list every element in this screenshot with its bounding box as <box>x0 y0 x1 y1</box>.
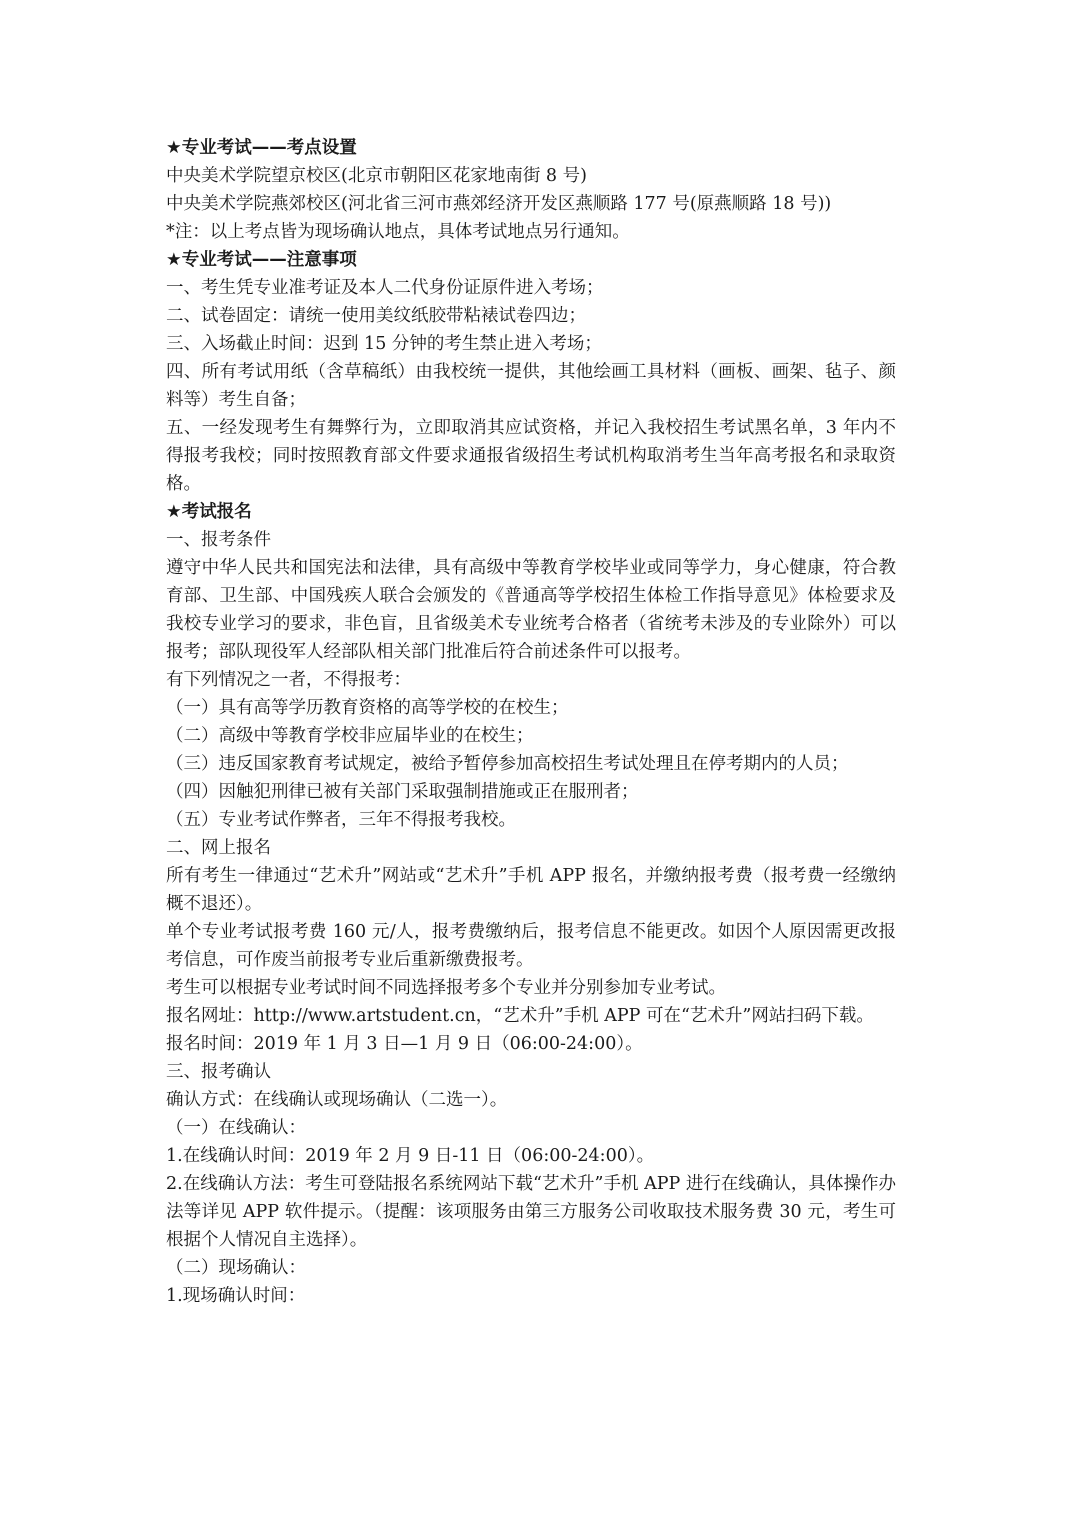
paragraph: 五、一经发现考生有舞弊行为，立即取消其应试资格，并记入我校招生考试黑名单，3 年内不得报考我校；同时按照教育部文件要求通报省级招生考试机构取消考生当年高考报名和录取资格。 <box>166 418 896 494</box>
paragraph: 考生可以根据专业考试时间不同选择报考多个专业并分别参加专业考试。 <box>166 978 726 998</box>
paragraph: 一、考生凭专业准考证及本人二代身份证原件进入考场； <box>166 278 604 298</box>
paragraph: 中央美术学院望京校区(北京市朝阳区花家地南街 8 号) <box>166 166 587 186</box>
paragraph: 中央美术学院燕郊校区(河北省三河市燕郊经济开发区燕顺路 177 号(原燕顺路 18 号)) <box>166 194 832 214</box>
paragraph: （二）高级中等教育学校非应届毕业的在校生； <box>166 726 534 746</box>
section-heading-registration: ★考试报名 <box>166 502 252 522</box>
paragraph: 四、所有考试用纸（含草稿纸）由我校统一提供，其他绘画工具材料（画板、画架、毡子、颜料等）考生自备； <box>166 362 896 410</box>
paragraph: 遵守中华人民共和国宪法和法律，具有高级中等教育学校毕业或同等学力，身心健康，符合教育部、卫生部、中国残疾人联合会颁发的《普通高等学校招生体检工作指导意见》体检要求及我校专业学习的要求，非色盲，且省级美术专业统考合格者（省统考未涉及的专业除外）可以报考；部队现役军人经部队相关部门批准后符合前述条件可以报考。 <box>166 558 896 662</box>
paragraph: （四）因触犯刑律已被有关部门采取强制措施或正在服刑者； <box>166 782 639 802</box>
paragraph: 单个专业考试报考费 160 元/人，报考费缴纳后，报考信息不能更改。如因个人原因需更改报考信息，可作废当前报考专业后重新缴费报考。 <box>166 922 896 970</box>
paragraph: 二、网上报名 <box>166 838 271 858</box>
paragraph: 报名时间：2019 年 1 月 3 日—1 月 9 日（06:00-24:00）。 <box>166 1034 643 1054</box>
paragraph: 三、入场截止时间：迟到 15 分钟的考生禁止进入考场； <box>166 334 602 354</box>
paragraph: 所有考生一律通过“艺术升”网站或“艺术升”手机 APP 报名，并缴纳报考费（报考费一经缴纳概不退还）。 <box>166 866 896 914</box>
document-page <box>166 134 896 1310</box>
paragraph: 1.在线确认时间：2019 年 2 月 9 日-11 日（06:00-24:00）。 <box>166 1146 655 1166</box>
paragraph: （三）违反国家教育考试规定，被给予暂停参加高校招生考试处理且在停考期内的人员； <box>166 754 849 774</box>
paragraph: 1.现场确认时间： <box>166 1286 306 1306</box>
paragraph: 二、试卷固定：请统一使用美纹纸胶带粘裱试卷四边； <box>166 306 586 326</box>
paragraph: 确认方式：在线确认或现场确认（二选一）。 <box>166 1090 508 1110</box>
section-heading-exam-notes: ★专业考试——注意事项 <box>166 250 357 270</box>
paragraph: （五）专业考试作弊者，三年不得报考我校。 <box>166 810 516 830</box>
paragraph: 一、报考条件 <box>166 530 271 550</box>
paragraph: *注：以上考点皆为现场确认地点，具体考试地点另行通知。 <box>166 222 630 242</box>
section-heading-exam-locations: ★专业考试——考点设置 <box>166 138 357 158</box>
paragraph: 2.在线确认方法：考生可登陆报名系统网站下载“艺术升”手机 APP 进行在线确认，具体操作办法等详见 APP 软件提示。（提醒：该项服务由第三方服务公司收取技术服务费 30 元，考生可根据个人情况自主选择）。 <box>166 1174 896 1250</box>
paragraph: （一）具有高等学历教育资格的高等学校的在校生； <box>166 698 569 718</box>
paragraph: 有下列情况之一者，不得报考： <box>166 670 411 690</box>
paragraph: 三、报考确认 <box>166 1062 271 1082</box>
paragraph: （二）现场确认： <box>166 1258 306 1278</box>
paragraph: 报名网址：http://www.artstudent.cn，“艺术升”手机 APP 可在“艺术升”网站扫码下载。 <box>166 1006 874 1026</box>
paragraph: （一）在线确认： <box>166 1118 306 1138</box>
